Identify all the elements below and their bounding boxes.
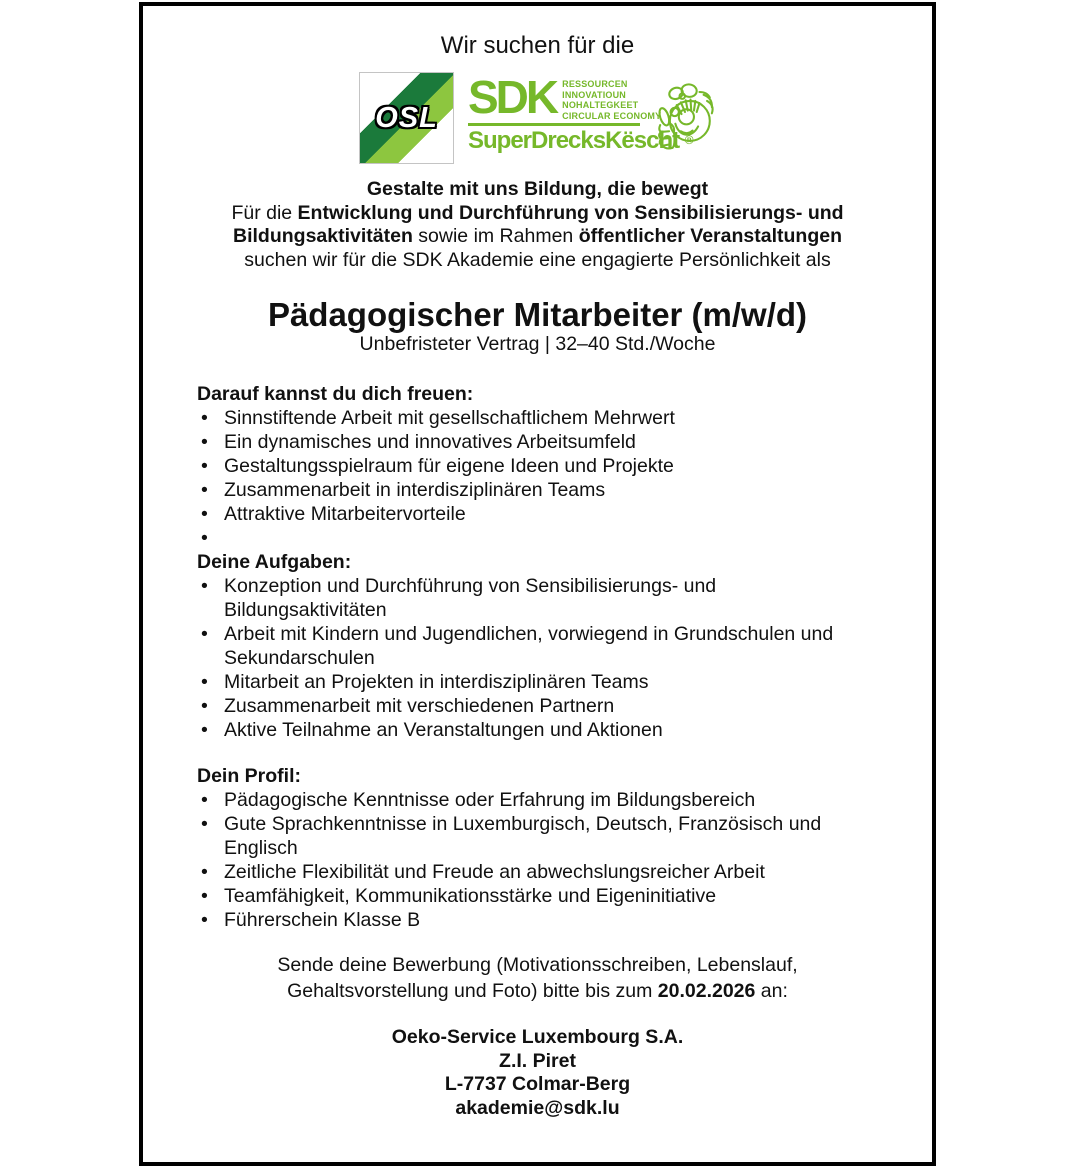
list-item — [197, 718, 878, 742]
list-item — [197, 908, 878, 932]
intro-segment: sowie im Rahmen — [412, 225, 579, 247]
bullet-icon: • — [201, 861, 208, 883]
list-item-text: Attraktive Mitarbeitervorteile — [224, 503, 466, 525]
list-item-text: Zusammenarbeit mit verschiedenen Partnern — [224, 695, 615, 717]
section-heading: Dein Profil: — [197, 765, 302, 787]
tagline: Gestalte mit uns Bildung, die bewegt — [366, 178, 709, 200]
list-item-text: Pädagogische Kenntnisse oder Erfahrung im Bildungsbereich — [224, 789, 756, 811]
registered-mark: ® — [684, 133, 694, 147]
list-item — [197, 406, 878, 430]
intro-line — [197, 202, 878, 226]
bullet-icon: • — [201, 527, 208, 549]
list-item-text — [224, 526, 878, 550]
contact-city: L-7737 Colmar-Berg — [444, 1073, 631, 1095]
osl-logo-label: OSL — [375, 101, 438, 134]
list-item-text: Zusammenarbeit in interdisziplinären Teams — [224, 479, 606, 501]
list-item-text: Führerschein Klasse B — [224, 909, 421, 931]
list-item — [197, 812, 878, 860]
bullet-icon: • — [201, 885, 208, 907]
job-title: Pädagogischer Mitarbeiter (m/w/d) — [267, 296, 808, 333]
intro-segment: Bildungsaktivitäten — [233, 225, 413, 247]
sdk-keyword: INNOVATIOUN — [562, 89, 626, 100]
application-paragraph — [197, 952, 878, 1004]
list-item — [197, 430, 878, 454]
list-item-text: Mitarbeit an Projekten in interdisziplinären Teams — [224, 671, 649, 693]
sdk-mascot-icon — [654, 83, 716, 163]
list-item — [197, 478, 878, 502]
list-item — [197, 788, 878, 812]
bullet-icon: • — [201, 909, 208, 931]
application-line2 — [197, 978, 878, 1004]
sdk-wordmark-text: SuperDrecksKëscht — [468, 127, 680, 154]
bullet-icon: • — [201, 503, 208, 525]
section-heading: Darauf kannst du dich freuen: — [197, 383, 474, 405]
list-item — [197, 694, 878, 718]
section-benefits — [197, 382, 878, 550]
section-tasks — [197, 550, 878, 742]
list-item-text: Zeitliche Flexibilität und Freude an abwechslungsreicher Arbeit — [224, 861, 765, 883]
list-item-text: Konzeption und Durchführung von Sensibilisierungs- und Bildungsaktivitäten — [224, 575, 717, 621]
bullet-icon: • — [201, 789, 208, 811]
sdk-logo — [468, 71, 694, 155]
sdk-wordmark — [468, 126, 694, 155]
application-line2-pre: Gehaltsvorstellung und Foto) bitte bis zum — [287, 980, 658, 1002]
job-ad-frame — [139, 2, 936, 1166]
sdk-keyword: RESSOURCEN — [562, 79, 628, 89]
bullet-icon: • — [201, 431, 208, 453]
list-item-text: Gute Sprachkenntnisse in Luxemburgisch, Deutsch, Französisch und Englisch — [224, 813, 822, 859]
sdk-keywords — [562, 77, 661, 121]
intro-segment: suchen wir für die SDK Akademie eine engagierte Persönlichkeit als — [244, 248, 831, 271]
list-item — [197, 622, 878, 670]
contact-block — [197, 1026, 878, 1120]
application-line2-post: an: — [755, 980, 788, 1002]
sdk-keyword: CIRCULAR ECONOMY — [562, 110, 662, 121]
list-item-text: Aktive Teilnahme an Veranstaltungen und Aktionen — [224, 719, 663, 741]
list-item — [197, 574, 878, 622]
application-deadline: 20.02.2026 — [657, 980, 756, 1002]
application-line1: Sende deine Bewerbung (Motivationsschreiben, Lebenslauf, — [277, 954, 798, 976]
osl-logo — [359, 72, 454, 164]
list-item — [197, 502, 878, 526]
contact-email: akademie@sdk.lu — [455, 1096, 620, 1119]
list-item — [197, 884, 878, 908]
list-item — [197, 860, 878, 884]
header-line: Wir suchen für die — [440, 32, 635, 59]
bullet-icon: • — [201, 671, 208, 693]
bullet-icon: • — [201, 813, 208, 835]
bullet-icon: • — [201, 479, 208, 501]
body-lists — [197, 382, 878, 932]
bullet-icon: • — [201, 719, 208, 741]
list-item-text: Ein dynamisches und innovatives Arbeitsumfeld — [224, 431, 636, 453]
intro-paragraph — [197, 202, 878, 273]
section-heading: Deine Aufgaben: — [197, 551, 352, 573]
bullet-icon: • — [201, 623, 208, 645]
list-item-text: Arbeit mit Kindern und Jugendlichen, vorwiegend in Grundschulen und Sekundarschulen — [224, 623, 834, 669]
list-item-text: Sinnstiftende Arbeit mit gesellschaftlichem Mehrwert — [224, 407, 675, 429]
sdk-keyword: NOHALTEGKEET — [562, 100, 639, 110]
list-item-empty — [197, 526, 878, 550]
bullet-icon: • — [201, 695, 208, 717]
sdk-acronym: SDK — [468, 71, 557, 123]
intro-line — [197, 249, 878, 273]
section-profile — [197, 764, 878, 932]
bullet-icon: • — [201, 575, 208, 597]
list-item-text: Teamfähigkeit, Kommunikationsstärke und Eigeninitiative — [224, 885, 717, 907]
intro-segment: Entwicklung und Durchführung von Sensibilisierungs- und — [297, 201, 844, 224]
intro-segment: öffentlicher Veranstaltungen — [578, 225, 842, 247]
intro-line — [197, 225, 878, 249]
logos-row — [197, 72, 878, 164]
list-item — [197, 454, 878, 478]
intro-segment: Für die — [231, 201, 298, 224]
bullet-icon: • — [201, 407, 208, 429]
list-item — [197, 670, 878, 694]
contact-company: Oeko-Service Luxembourg S.A. — [391, 1026, 684, 1048]
list-item-text: Gestaltungsspielraum für eigene Ideen und Projekte — [224, 455, 674, 477]
contact-street: Z.I. Piret — [499, 1049, 576, 1072]
job-conditions: Unbefristeter Vertrag | 32–40 Std./Woche — [359, 333, 716, 355]
bullet-icon: • — [201, 455, 208, 477]
